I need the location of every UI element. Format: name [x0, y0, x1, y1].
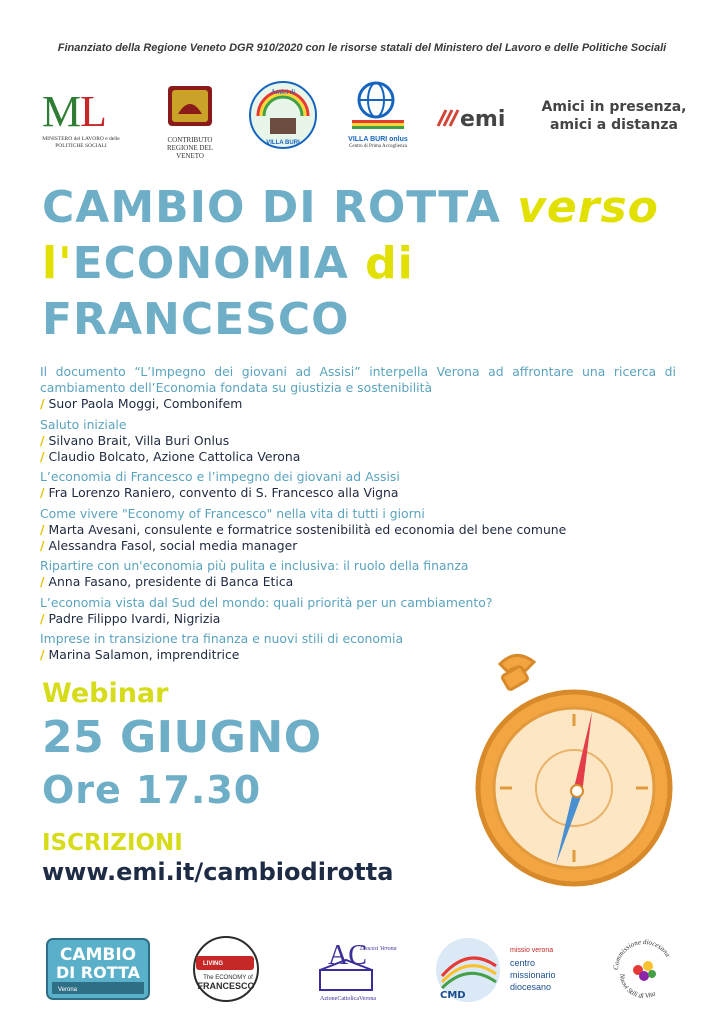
speaker-name: Padre Filippo Ivardi, Nigrizia — [48, 610, 221, 626]
registration-url[interactable]: www.emi.it/cambiodirotta — [42, 858, 394, 886]
hand-circle-icon — [608, 934, 680, 1006]
speaker-name: Suor Paola Moggi, Combonifem — [48, 396, 243, 412]
program-speaker — [40, 485, 676, 501]
svg-text:Commissione diocesana — [612, 938, 672, 970]
program-topic: Ripartire con un'economia più pulita e inclusiva: il ruolo della finanza — [40, 558, 469, 574]
event-format: Webinar — [42, 678, 169, 709]
ac-building-icon — [306, 934, 397, 1006]
speaker-name: Marina Salamon, imprenditrice — [48, 647, 240, 663]
slash-marker: / — [40, 521, 45, 537]
amici-circle-icon — [248, 80, 318, 150]
nuovi-stili-text: Nuovi Stili di Vita — [617, 973, 657, 1001]
amici-villa-buri-logo — [248, 80, 318, 150]
svg-text:M: M — [42, 87, 82, 136]
commissione-text: Commissione diocesana — [611, 937, 672, 971]
program-topic: Il documento “L’Impegno dei giovani ad Assisi” interpella Verona ad affrontare una ricerca di cambiamento dell’Economia fondata su giustizia e sostenibilità — [40, 364, 676, 396]
program-speaker — [40, 611, 676, 627]
event-time: Ore 17.30 — [42, 768, 262, 812]
speaker-name: Anna Fasano, presidente di Banca Etica — [48, 574, 294, 590]
economy-of-francesco-logo — [186, 934, 266, 1004]
azione-cattolica-logo — [306, 934, 397, 1006]
slash-marker: / — [40, 574, 45, 590]
centro-missionario-logo — [434, 936, 574, 1004]
economy-name: FRANCESCO — [197, 981, 255, 991]
cmd-globe-icon — [434, 936, 574, 1004]
missio-text: missio verona — [510, 947, 554, 954]
program-topic: Come vivere "Economy of Francesco" nella vita di tutti i giorni — [40, 505, 425, 521]
tagline-line-2: amici a distanza — [550, 117, 678, 133]
program-topic: L’economia di Francesco e l’impegno dei giovani ad Assisi — [40, 469, 400, 485]
cambio-badge-icon — [46, 938, 150, 1000]
ac-name: AzioneCattolicaVerona — [320, 996, 376, 1002]
program-speaker — [40, 538, 676, 554]
svg-text:L: L — [80, 87, 107, 136]
emi-stripes-icon — [436, 104, 516, 132]
title-text: CAMBIO DI ROTTA — [42, 182, 518, 233]
slash-marker: / — [40, 432, 45, 448]
program-topic: Saluto iniziale — [40, 416, 127, 432]
program-list — [40, 364, 676, 663]
centro-line-2: missionario — [510, 970, 556, 980]
regione-caption: CONTRIBUTO REGIONE DEL VENETO — [166, 136, 214, 160]
ac-letters: AC — [328, 940, 367, 971]
title-verso: verso — [517, 182, 659, 233]
title-line-1 — [42, 180, 702, 236]
ministero-logo — [40, 88, 122, 150]
centro-line-1: centro — [510, 958, 536, 968]
slash-marker: / — [40, 538, 45, 554]
cmd-letters: CMD — [440, 990, 466, 1001]
emi-logo — [436, 104, 516, 132]
title-line-3: FRANCESCO — [42, 294, 350, 345]
title-apostrophe: l' — [42, 238, 73, 289]
compass-icon — [464, 648, 674, 908]
slash-marker: / — [40, 647, 45, 663]
tagline — [534, 98, 694, 134]
regione-veneto-logo — [154, 84, 226, 160]
cambio-di-rotta-logo — [46, 938, 150, 1000]
villaburi-subcaption: Centro di Prima Accoglienza — [349, 144, 407, 149]
emi-wordmark: emi — [460, 107, 506, 132]
economy-text: The ECONOMY of — [203, 975, 253, 981]
speaker-name: Silvano Brait, Villa Buri Onlus — [48, 432, 230, 448]
funding-statement: Finanziato della Regione Veneto DGR 910/2020 con le risorse statali del Ministero del Lavoro e delle Politiche Sociali — [57, 42, 667, 54]
amici-bottom-text: VILLA BURI — [266, 140, 300, 146]
economy-badge-icon — [186, 934, 266, 1004]
villa-buri-onlus-logo — [346, 80, 410, 150]
lion-crest-icon — [154, 84, 226, 132]
program-speaker — [40, 522, 676, 538]
title-economia: ECONOMIA — [72, 238, 366, 289]
commissione-nuovi-stili-logo — [608, 934, 680, 1006]
program-speaker — [40, 396, 676, 412]
centro-line-3: diocesano — [510, 982, 552, 992]
speaker-name: Alessandra Fasol, social media manager — [48, 538, 298, 554]
title-di: di — [365, 238, 414, 289]
event-date: 25 GIUGNO — [42, 712, 322, 763]
ac-diocesi: Diocesi Verona — [360, 946, 397, 952]
title-line-2 — [42, 236, 702, 292]
cambio-line-1: CAMBIO — [59, 945, 137, 965]
slash-marker: / — [40, 610, 45, 626]
program-topic: L’economia vista dal Sud del mondo: quali priorità per un cambiamento? — [40, 594, 493, 610]
ml-monogram-icon — [40, 87, 122, 136]
registration-label: ISCRIZIONI — [42, 830, 183, 856]
slash-marker: / — [40, 449, 45, 465]
speaker-name: Fra Lorenzo Raniero, convento di S. Francesco alla Vigna — [48, 485, 399, 501]
program-topic: Imprese in transizione tra finanza e nuovi stili di economia — [40, 631, 404, 647]
speaker-name: Marta Avesani, consulente e formatrice sostenibilità ed economia del bene comune — [48, 521, 567, 537]
amici-top-text: Amici di — [270, 88, 296, 96]
living-text: LIVING — [203, 961, 224, 967]
speaker-name: Claudio Bolcato, Azione Cattolica Verona — [48, 449, 301, 465]
slash-marker: / — [40, 396, 45, 412]
globe-rainbow-icon — [346, 80, 410, 132]
ministero-caption: MINISTERO del LAVORO e delle POLITICHE SOCIALI — [42, 136, 120, 149]
slash-marker: / — [40, 485, 45, 501]
program-speaker — [40, 433, 676, 449]
program-speaker — [40, 449, 676, 465]
cambio-line-2: DI ROTTA — [55, 963, 141, 982]
tagline-line-1: Amici in presenza, — [541, 99, 687, 115]
program-speaker — [40, 574, 676, 590]
villaburi-caption: VILLA BURI onlus — [348, 136, 408, 143]
event-title — [42, 180, 702, 348]
cambio-city: Verona — [58, 987, 78, 993]
